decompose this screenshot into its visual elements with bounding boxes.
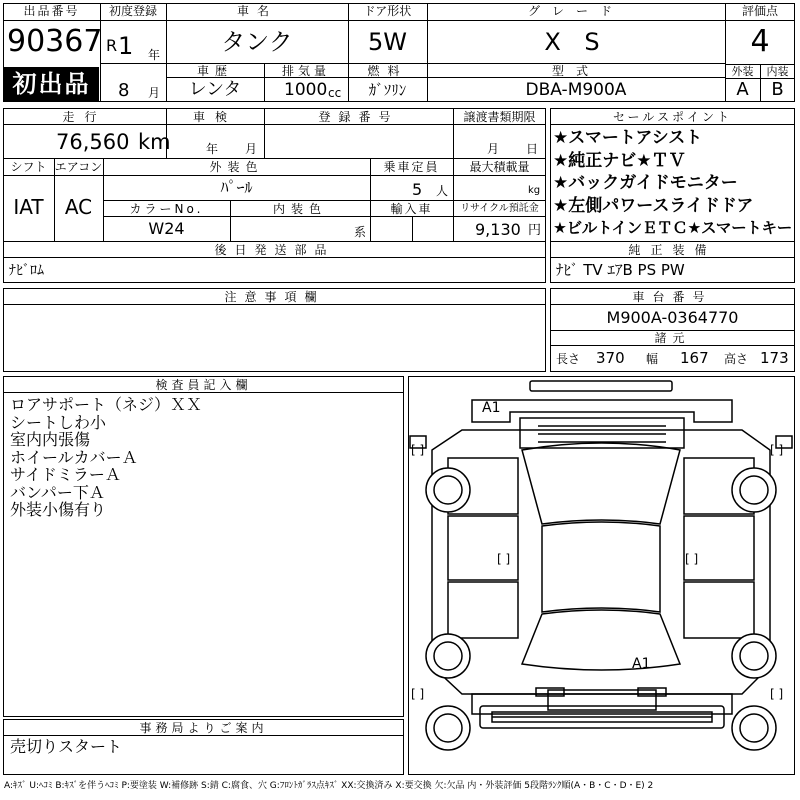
chassis-label: 車台番号 <box>632 290 713 304</box>
notes-label: 注意事項欄 <box>224 290 325 304</box>
width: 167 <box>680 349 709 367</box>
car-name: タンク <box>221 28 293 56</box>
inspector-line: 外装小傷有り <box>10 500 107 519</box>
interior-color-unit: 系 <box>354 225 367 239</box>
score: 4 <box>750 24 770 59</box>
month-unit: 月 <box>148 86 161 100</box>
first-registration-label: 初度登録 <box>108 4 157 18</box>
equipment: ﾅﾋﾞ TV ｴｱB PS PW <box>556 261 685 279</box>
max-load-label: 最大積載量 <box>469 160 530 174</box>
sales-point: ★純正ナビ★ＴＶ <box>553 150 686 171</box>
inspector-line: サイドミラーＡ <box>10 465 121 484</box>
inspector-line: バンパー下Ａ <box>10 482 105 502</box>
sales-point: ★スマートアシスト <box>553 128 703 148</box>
inspection-month-unit: 月 <box>245 142 258 156</box>
inspector-notes <box>10 396 202 519</box>
inspector-line: 室内内張傷 <box>10 430 91 449</box>
later-parts: ﾅﾋﾞﾛﾑ <box>9 263 44 279</box>
exterior-color: ﾊﾟｰﾙ <box>220 178 253 197</box>
damage-mark-front: A1 <box>482 400 501 416</box>
mileage: 76,560 <box>56 130 130 154</box>
history-label: 車歴 <box>196 64 233 78</box>
inspector-label: 検査員記入欄 <box>155 378 252 392</box>
sales-point: ★ビルトインＥＴＣ★スマートキー <box>553 219 792 237</box>
inspection-label: 車検 <box>192 110 237 124</box>
height-label: 高さ <box>724 352 749 366</box>
first-listing-badge <box>4 67 99 101</box>
inspector-line: ホイールカバーＡ <box>10 447 138 467</box>
displacement-unit: cc <box>328 86 342 100</box>
exterior-grade-label: 外装 <box>731 65 754 78</box>
damage-mark-rear: A1 <box>632 656 651 672</box>
width-label: 幅 <box>646 352 659 366</box>
registration-number-label: 登録番号 <box>318 110 399 124</box>
bracket-marker: [ ] <box>770 687 784 701</box>
chassis-number: M900A-0364770 <box>606 308 739 327</box>
shift-label: シフト <box>10 160 47 174</box>
inspection-year-unit: 年 <box>206 142 219 156</box>
shift: IAT <box>13 195 44 219</box>
inspector-line: ロアサポート（ネジ）ＸＸ <box>10 395 203 414</box>
first-registration-month: 8 <box>118 80 130 101</box>
interior-color-label: 内装色 <box>272 202 327 216</box>
sales-points-label: セールスポイント <box>613 110 732 124</box>
recycle-deposit: 9,130 <box>475 220 521 239</box>
first-registration-year: 1 <box>118 32 134 60</box>
interior-grade: B <box>771 79 784 100</box>
transfer-deadline-label: 譲渡書類期限 <box>463 110 536 124</box>
length-label: 長さ <box>556 352 581 366</box>
door-type: 5W <box>368 28 407 56</box>
exterior-grade: A <box>736 79 749 100</box>
later-parts-label: 後日発送部品 <box>214 243 335 257</box>
sales-point: ★バックガイドモニター <box>553 173 738 193</box>
lot-number-label: 出品番号 <box>23 4 80 18</box>
max-load-unit: kg <box>528 185 541 196</box>
height: 173 <box>760 349 789 367</box>
bracket-marker: [ ] <box>685 552 699 566</box>
office-label: 事務局よりご案内 <box>139 721 268 735</box>
bracket-marker: [ ] <box>770 443 784 457</box>
fuel: ｶﾞｿﾘﾝ <box>368 81 407 99</box>
sales-point: ★左側パワースライドドア <box>553 195 754 216</box>
car-diagram <box>408 376 795 775</box>
specs-label: 諸元 <box>654 331 691 345</box>
ac: AC <box>64 195 93 219</box>
car-name-label: 車名 <box>236 4 277 18</box>
displacement: 1000 <box>284 80 328 100</box>
mileage-unit: km <box>138 130 171 154</box>
ac-label: エアコン <box>54 160 103 174</box>
door-type-label: ドア形状 <box>363 4 412 18</box>
import-label: 輸入車 <box>390 202 433 216</box>
transfer-month-unit: 月 <box>487 142 500 156</box>
color-number-label: カラーNo. <box>129 202 204 216</box>
legend-footer: A:ｷｽﾞ U:ﾍｺﾐ B:ｷｽﾞを伴うﾍｺﾐ P:要塗装 W:補修跡 S:錆 C:腐食、穴 G:ﾌﾛﾝﾄｶﾞﾗｽ点ｷｽﾞ XX:交換済み X:要交換 欠:欠品 内・外装評価 5段階ﾗﾝｸ順(A・B・C・D・E) 2 <box>4 781 654 791</box>
sales-points-list <box>553 127 798 240</box>
first-listing-text: 初出品 <box>12 70 91 98</box>
bracket-marker: [ ] <box>411 687 425 701</box>
recycle-deposit-label: リサイクル預託金 <box>460 203 539 214</box>
capacity-unit: 人 <box>436 184 449 198</box>
color-number: W24 <box>148 219 185 238</box>
grade: X S <box>544 28 608 56</box>
model-label: 型式 <box>551 64 600 78</box>
length: 370 <box>596 349 625 367</box>
mileage-label: 走行 <box>62 110 107 124</box>
bracket-marker: [ ] <box>497 552 511 566</box>
bracket-marker: [ ] <box>411 443 425 457</box>
capacity-label: 乗車定員 <box>383 160 440 174</box>
capacity: 5 <box>412 180 423 199</box>
history: レンタ <box>188 79 242 100</box>
interior-grade-label: 内装 <box>766 65 789 78</box>
equipment-label: 純正装備 <box>628 243 717 257</box>
inspector-line: シートしわ小 <box>10 412 107 432</box>
displacement-label: 排気量 <box>281 64 330 78</box>
office-text: 売切りスタート <box>10 737 123 756</box>
fuel-label: 燃料 <box>367 64 408 78</box>
model-code: DBA-M900A <box>525 80 627 100</box>
year-unit: 年 <box>148 48 161 62</box>
score-label: 評価点 <box>741 4 778 18</box>
era-label: R <box>106 36 118 55</box>
grade-label: グレード <box>527 4 624 18</box>
transfer-day-unit: 日 <box>526 142 539 156</box>
exterior-color-label: 外装色 <box>209 160 264 174</box>
recycle-unit: 円 <box>528 223 542 238</box>
lot-number: 90367 <box>7 24 103 59</box>
